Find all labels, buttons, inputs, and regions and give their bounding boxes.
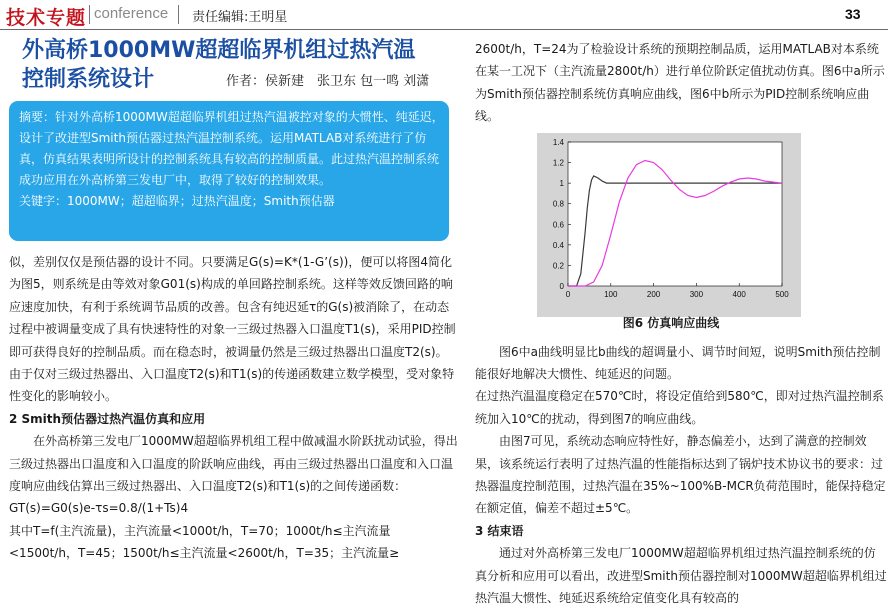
right-paragraph-5: 通过对外高桥第三发电厂1000MW超超临界机组过热汽温控制系统的仿真分析和应用可以看出，改进型Smith预估器控制对1000MW超超临界机组过热汽温大惯性、纯延迟系统给定值变化具有较高的 <box>475 546 887 606</box>
y-tick-label: 1.2 <box>552 158 564 168</box>
right-paragraph-4: 由图7可见，系统动态响应特性好，静态偏差小，达到了满意的控制效果，该系统运行表明了过热汽温的性能指标达到了锅炉技术协议书的要求：过热器温度控制范围，过热汽温在35%~100%B-MCR负荷范围时，能保持稳定在额定值，偏差不超过±5℃。 <box>475 434 886 516</box>
y-tick-label: 0.2 <box>552 261 564 271</box>
section-heading-3: 3 结束语 <box>475 523 524 538</box>
article-authors: 作者：侯新建 张卫东 包一鸣 刘潇 <box>226 74 430 89</box>
article-title-line2: 控制系统设计 <box>22 67 155 92</box>
x-tick-label: 100 <box>604 290 618 299</box>
transfer-function-formula: GT(s)=G0(s)e-τs=0.8/(1+Ts)4 <box>9 501 189 516</box>
left-paragraph-3: 其中T=f(主汽流量)，主汽流量<1000t/h，T=70；1000t/h≤主汽流量<1500t/h，T=45；1500t/h≤主汽流量<2600t/h，T=35；主汽流量≥ <box>9 523 400 561</box>
page-number: 33 <box>845 6 861 22</box>
y-tick-label: 1.4 <box>552 138 564 147</box>
header-divider-editor <box>178 5 179 24</box>
section-heading-2: 2 Smith预估器过热汽温仿真和应用 <box>9 411 206 426</box>
x-tick-label: 400 <box>732 290 746 299</box>
y-tick-label: 0.6 <box>552 220 564 230</box>
y-tick-label: 0.4 <box>552 240 564 250</box>
response-chart <box>537 133 801 317</box>
page-header <box>0 0 888 30</box>
section-english-label: conference <box>94 5 169 22</box>
article-title-line1: 外高桥1000MW超超临界机组过热汽温 <box>22 38 416 63</box>
left-paragraph-1: 似，差别仅仅是预估器的设计不同。只要满足G(s)=K*(1-G’(s))，便可以将图4简化为图5，则系统是由等效对象G01(s)构成的单回路控制系统。这样等效反馈回路的响应速度加快，有利于系统调节品质的改善。包含有纯迟延τ的G(s)被消除了，在动态过程中被调量变成了具有快速特性的对象一三级过热器入口温度T1(s)，采用PID控制即可获得良好的控制品质。而在稳态时，被调量仍然是三级过热器出口温度T2(s)。由于仅对三级过热器出、入口温度T2(s)和T1(s)的传递函数建立数学模型，受对象特性变化的影响较小。 <box>9 255 456 404</box>
right-paragraph-1: 2600t/h，T=24为了检验设计系统的预期控制品质，运用MATLAB对本系统在某一工况下（主汽流量2800t/h）进行单位阶跃定值扰动仿真。图6中a所示为Smith预估器控制系统仿真响应曲线，图6中b所示为PID控制系统响应曲线。 <box>475 42 885 124</box>
header-divider <box>89 5 90 24</box>
keywords: 关键字：1000MW；超超临界；过热汽温度；Smith预估器 <box>19 194 335 208</box>
editor-credit: 责任编辑:王明星 <box>192 10 288 25</box>
y-tick-label: 0 <box>559 282 564 291</box>
y-tick-label: 1 <box>559 179 564 189</box>
header-rule <box>0 29 888 30</box>
y-tick-label: 0.8 <box>552 199 564 209</box>
x-tick-label: 200 <box>646 290 661 299</box>
x-tick-label: 0 <box>565 290 571 299</box>
left-column <box>9 251 459 565</box>
right-paragraph-3: 在过热汽温温度稳定在570℃时，将设定值给到580℃，即对过热汽温控制系统加入10℃的扰动，得到图7的响应曲线。 <box>475 389 884 426</box>
figure-caption: 图6 仿真响应曲线 <box>622 316 720 330</box>
right-paragraph-2: 图6中a曲线明显比b曲线的超调量小、调节时间短，说明Smith预估控制能很好地解决大惯性、纯延迟的问题。 <box>475 344 881 382</box>
left-paragraph-2: 在外高桥第三发电厂1000MW超超临界机组工程中做减温水阶跃扰动试验，得出三级过热器出口温度和入口温度的阶跃响应曲线，再由三级过热器出口温度和入口温度响应曲线估算出三级过热器出、入口温度T2(s)和T1(s)的之间传递函数： <box>9 434 458 494</box>
x-tick-label: 500 <box>775 290 789 299</box>
section-title: 技术专题 <box>6 7 87 29</box>
abstract-box <box>9 101 449 241</box>
x-tick-label: 300 <box>689 290 704 299</box>
abstract-text: 摘要：针对外高桥1000MW超超临界机组过热汽温被控对象的大惯性、纯延迟，设计了改进型Smith预估器过热汽温控制系统。运用MATLAB对系统进行了仿真，仿真结果表明所设计的控制系统具有较高的控制质量。此过热汽温控制系统成功应用在外高桥第三发电厂中，取得了较好的控制效果。 <box>19 110 444 187</box>
plot-area <box>568 142 782 286</box>
